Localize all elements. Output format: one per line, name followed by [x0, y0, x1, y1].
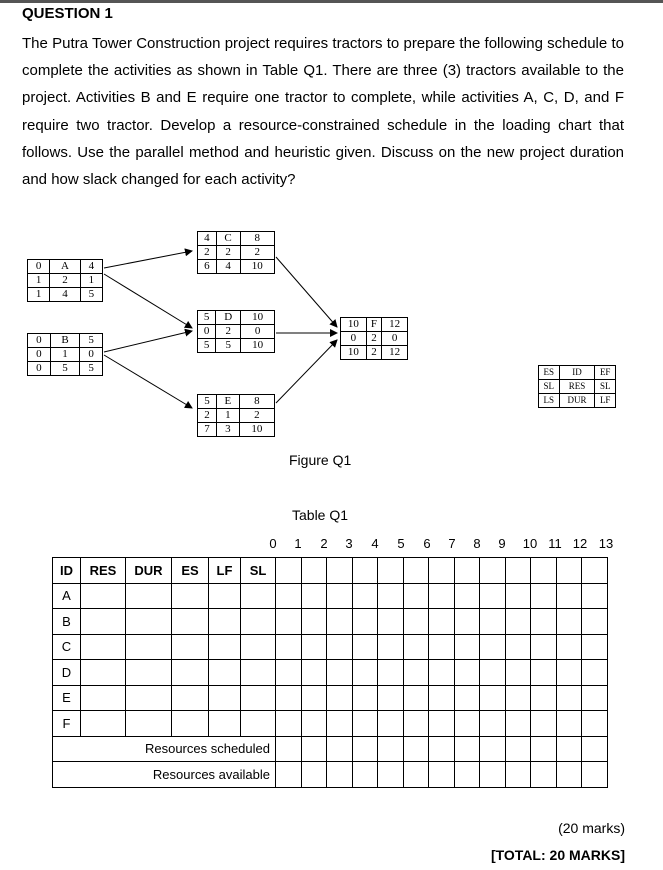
time-cell[interactable]	[327, 711, 353, 737]
legend-lf: LF	[595, 394, 616, 408]
time-cell[interactable]	[531, 762, 557, 788]
time-label: 6	[423, 536, 431, 551]
row-id: D	[53, 660, 81, 686]
resources-available-label: Resources available	[53, 762, 276, 788]
node-ef: 8	[240, 232, 274, 246]
time-cell[interactable]	[378, 711, 404, 737]
time-cell[interactable]	[582, 736, 608, 762]
time-cell[interactable]	[352, 634, 378, 660]
time-cell[interactable]	[582, 609, 608, 635]
time-label: 11	[548, 536, 562, 551]
node-id: D	[216, 311, 241, 325]
node-dur: 4	[50, 288, 81, 302]
node-dur: 4	[216, 260, 240, 274]
input-cell-lf[interactable]	[209, 685, 241, 711]
time-cell[interactable]	[531, 609, 557, 635]
node-ls: 6	[198, 260, 217, 274]
legend-res: RES	[559, 380, 595, 394]
node-ef: 5	[80, 334, 103, 348]
time-cell[interactable]	[352, 558, 378, 584]
header-dur: DUR	[126, 558, 172, 584]
time-label: 9	[498, 536, 506, 551]
time-cell[interactable]	[327, 583, 353, 609]
time-cell[interactable]	[454, 660, 480, 686]
node-es: 0	[28, 260, 50, 274]
time-label: 5	[397, 536, 405, 551]
input-cell-sl[interactable]	[241, 609, 276, 635]
time-cell[interactable]	[505, 609, 531, 635]
time-cell[interactable]	[352, 660, 378, 686]
legend-dur: DUR	[559, 394, 595, 408]
time-cell[interactable]	[454, 583, 480, 609]
time-cell[interactable]	[327, 685, 353, 711]
input-cell-sl[interactable]	[241, 711, 276, 737]
time-cell[interactable]	[556, 583, 582, 609]
loading-chart	[52, 557, 608, 788]
time-cell[interactable]	[378, 634, 404, 660]
time-label: 2	[320, 536, 328, 551]
activity-node-b	[27, 333, 103, 376]
time-label: 3	[345, 536, 353, 551]
time-cell[interactable]	[301, 736, 327, 762]
node-ls: 1	[28, 288, 50, 302]
node-sl: 1	[80, 274, 102, 288]
input-cell-res[interactable]	[81, 634, 126, 660]
node-es: 0	[28, 334, 51, 348]
node-res: 2	[50, 274, 81, 288]
time-cell[interactable]	[480, 634, 506, 660]
input-cell-dur[interactable]	[126, 711, 172, 737]
node-lf: 12	[382, 346, 408, 360]
time-cell[interactable]	[582, 685, 608, 711]
node-ls: 7	[198, 423, 217, 437]
input-cell-es[interactable]	[172, 634, 209, 660]
time-cell[interactable]	[480, 736, 506, 762]
node-dur: 5	[216, 339, 241, 353]
input-cell-es[interactable]	[172, 660, 209, 686]
resources-scheduled-label: Resources scheduled	[53, 736, 276, 762]
time-cell[interactable]	[531, 660, 557, 686]
input-cell-es[interactable]	[172, 609, 209, 635]
input-cell-res[interactable]	[81, 609, 126, 635]
time-cell[interactable]	[505, 583, 531, 609]
node-ef: 4	[80, 260, 102, 274]
time-label: 0	[269, 536, 277, 551]
question-title: QUESTION 1	[22, 5, 113, 22]
input-cell-dur[interactable]	[126, 660, 172, 686]
node-res: 2	[216, 246, 240, 260]
time-cell[interactable]	[352, 583, 378, 609]
time-cell[interactable]	[403, 762, 429, 788]
time-cell[interactable]	[301, 609, 327, 635]
legend-ef: EF	[595, 366, 616, 380]
time-label: 7	[448, 536, 456, 551]
time-cell[interactable]	[556, 762, 582, 788]
node-res: 2	[216, 325, 241, 339]
time-cell[interactable]	[582, 634, 608, 660]
time-cell[interactable]	[505, 558, 531, 584]
legend-id: ID	[559, 366, 595, 380]
node-sl: 0	[198, 325, 216, 339]
time-cell[interactable]	[276, 583, 302, 609]
row-id: E	[53, 685, 81, 711]
node-dur: 5	[50, 362, 79, 376]
time-cell[interactable]	[378, 583, 404, 609]
activity-row	[53, 583, 608, 609]
time-cell[interactable]	[352, 762, 378, 788]
node-id: B	[50, 334, 79, 348]
time-cell[interactable]	[403, 685, 429, 711]
activity-row	[53, 711, 608, 737]
row-id: B	[53, 609, 81, 635]
node-ef: 10	[241, 311, 275, 325]
node-sl: 0	[28, 348, 51, 362]
activity-row	[53, 609, 608, 635]
time-cell[interactable]	[276, 634, 302, 660]
time-cell[interactable]	[276, 558, 302, 584]
row-id: C	[53, 634, 81, 660]
node-es: 5	[198, 395, 217, 409]
time-cell[interactable]	[378, 762, 404, 788]
time-label: 13	[598, 536, 614, 551]
arrow-a-d	[104, 274, 192, 328]
time-cell[interactable]	[505, 685, 531, 711]
node-lf: 10	[240, 260, 274, 274]
time-cell[interactable]	[531, 685, 557, 711]
time-cell[interactable]	[301, 660, 327, 686]
time-cell[interactable]	[454, 558, 480, 584]
figure-caption: Figure Q1	[289, 452, 352, 468]
time-cell[interactable]	[378, 685, 404, 711]
time-cell[interactable]	[378, 558, 404, 584]
time-cell[interactable]	[429, 583, 455, 609]
time-cell[interactable]	[276, 609, 302, 635]
time-cell[interactable]	[276, 762, 302, 788]
time-cell[interactable]	[505, 736, 531, 762]
time-cell[interactable]	[454, 685, 480, 711]
time-cell[interactable]	[301, 558, 327, 584]
time-cell[interactable]	[327, 736, 353, 762]
time-label: 1	[294, 536, 302, 551]
legend-sl: SL	[539, 380, 560, 394]
node-sl: 1	[28, 274, 50, 288]
time-cell[interactable]	[531, 583, 557, 609]
table-caption: Table Q1	[292, 507, 349, 523]
node-res: 2	[366, 332, 381, 346]
time-cell[interactable]	[582, 583, 608, 609]
input-cell-res[interactable]	[81, 685, 126, 711]
time-cell[interactable]	[454, 736, 480, 762]
time-label: 10	[522, 536, 538, 551]
node-lf: 5	[80, 362, 103, 376]
time-label: 12	[572, 536, 588, 551]
resources-scheduled-row	[53, 736, 608, 762]
node-sl: 2	[198, 246, 217, 260]
row-id: F	[53, 711, 81, 737]
chart-header-row	[53, 558, 608, 584]
time-cell[interactable]	[378, 736, 404, 762]
time-cell[interactable]	[403, 634, 429, 660]
legend-sl: SL	[595, 380, 616, 394]
total-marks-label: [TOTAL: 20 MARKS]	[490, 847, 625, 863]
arrow-b-e	[104, 355, 192, 408]
time-cell[interactable]	[556, 736, 582, 762]
time-cell[interactable]	[531, 558, 557, 584]
node-es: 10	[341, 318, 367, 332]
time-cell[interactable]	[454, 609, 480, 635]
activity-row	[53, 685, 608, 711]
header-res: RES	[81, 558, 126, 584]
time-cell[interactable]	[582, 660, 608, 686]
header-es: ES	[172, 558, 209, 584]
input-cell-dur[interactable]	[126, 609, 172, 635]
time-cell[interactable]	[403, 660, 429, 686]
time-cell[interactable]	[556, 609, 582, 635]
input-cell-res[interactable]	[81, 660, 126, 686]
time-cell[interactable]	[505, 762, 531, 788]
header-sl: SL	[241, 558, 276, 584]
time-cell[interactable]	[352, 685, 378, 711]
time-cell[interactable]	[582, 762, 608, 788]
node-sl: 2	[239, 409, 274, 423]
node-id: E	[217, 395, 240, 409]
node-res: 1	[50, 348, 79, 362]
node-sl: 0	[382, 332, 408, 346]
node-lf: 10	[241, 339, 275, 353]
time-cell[interactable]	[276, 660, 302, 686]
time-label: 8	[473, 536, 481, 551]
time-cell[interactable]	[327, 660, 353, 686]
arrow-c-f	[276, 257, 337, 327]
node-ls: 5	[198, 339, 216, 353]
time-cell[interactable]	[352, 736, 378, 762]
time-cell[interactable]	[327, 558, 353, 584]
input-cell-dur[interactable]	[126, 583, 172, 609]
node-sl: 0	[80, 348, 103, 362]
node-sl: 0	[341, 332, 367, 346]
time-cell[interactable]	[531, 711, 557, 737]
node-ef: 12	[382, 318, 408, 332]
time-cell[interactable]	[403, 609, 429, 635]
node-es: 4	[198, 232, 217, 246]
time-cell[interactable]	[556, 634, 582, 660]
activity-node-a	[27, 259, 103, 302]
activity-row	[53, 634, 608, 660]
activity-node-e	[197, 394, 275, 437]
time-cell[interactable]	[480, 685, 506, 711]
node-res: 1	[217, 409, 240, 423]
time-cell[interactable]	[276, 736, 302, 762]
legend-ls: LS	[539, 394, 560, 408]
node-id: A	[50, 260, 81, 274]
header-lf: LF	[209, 558, 241, 584]
node-id: C	[216, 232, 240, 246]
input-cell-lf[interactable]	[209, 711, 241, 737]
input-cell-res[interactable]	[81, 583, 126, 609]
time-cell[interactable]	[429, 685, 455, 711]
input-cell-dur[interactable]	[126, 634, 172, 660]
time-cell[interactable]	[531, 736, 557, 762]
time-cell[interactable]	[480, 660, 506, 686]
node-sl: 2	[198, 409, 217, 423]
time-cell[interactable]	[454, 711, 480, 737]
time-cell[interactable]	[403, 583, 429, 609]
marks-label: (20 marks)	[558, 820, 625, 836]
activity-node-c	[197, 231, 275, 274]
time-cell[interactable]	[403, 558, 429, 584]
node-ef: 8	[239, 395, 274, 409]
input-cell-lf[interactable]	[209, 583, 241, 609]
time-cell[interactable]	[301, 685, 327, 711]
time-cell[interactable]	[403, 736, 429, 762]
node-lf: 10	[239, 423, 274, 437]
time-cell[interactable]	[582, 558, 608, 584]
arrow-b-d	[104, 331, 192, 352]
time-cell[interactable]	[429, 762, 455, 788]
input-cell-sl[interactable]	[241, 634, 276, 660]
time-cell[interactable]	[352, 609, 378, 635]
input-cell-lf[interactable]	[209, 660, 241, 686]
row-id: A	[53, 583, 81, 609]
time-cell[interactable]	[429, 634, 455, 660]
node-sl: 0	[241, 325, 275, 339]
input-cell-sl[interactable]	[241, 660, 276, 686]
loading-chart-body	[53, 558, 608, 788]
time-cell[interactable]	[301, 762, 327, 788]
time-cell[interactable]	[378, 660, 404, 686]
node-legend	[538, 365, 616, 408]
time-cell[interactable]	[480, 558, 506, 584]
node-ls: 10	[341, 346, 367, 360]
node-dur: 3	[217, 423, 240, 437]
input-cell-res[interactable]	[81, 711, 126, 737]
header-id: ID	[53, 558, 81, 584]
input-cell-es[interactable]	[172, 711, 209, 737]
input-cell-lf[interactable]	[209, 634, 241, 660]
arrow-e-f	[276, 340, 337, 403]
node-sl: 2	[240, 246, 274, 260]
time-cell[interactable]	[301, 634, 327, 660]
time-cell[interactable]	[480, 711, 506, 737]
activity-row	[53, 660, 608, 686]
resources-available-row	[53, 762, 608, 788]
time-cell[interactable]	[454, 634, 480, 660]
time-cell[interactable]	[327, 762, 353, 788]
time-cell[interactable]	[505, 660, 531, 686]
question-paragraph: The Putra Tower Construction project requires tractors to prepare the following schedule to complete the activities as shown in Table Q1. There are three (3) tractors available to the project. Activities B and E require one tractor to complete, while activities A, C, D, and F require two tractor. Develop a resource-constrained schedule in the loading chart that follows. Use the parallel method and heuristic given. Discuss on the new project duration and how slack changed for each activity?	[22, 35, 624, 189]
time-cell[interactable]	[480, 609, 506, 635]
arrow-a-c	[104, 251, 192, 268]
time-cell[interactable]	[556, 660, 582, 686]
node-es: 5	[198, 311, 216, 325]
time-cell[interactable]	[429, 660, 455, 686]
time-cell[interactable]	[505, 711, 531, 737]
input-cell-lf[interactable]	[209, 609, 241, 635]
time-cell[interactable]	[480, 762, 506, 788]
time-cell[interactable]	[327, 609, 353, 635]
time-cell[interactable]	[582, 711, 608, 737]
time-cell[interactable]	[505, 634, 531, 660]
time-cell[interactable]	[480, 583, 506, 609]
activity-node-f	[340, 317, 408, 360]
input-cell-es[interactable]	[172, 583, 209, 609]
time-cell[interactable]	[276, 711, 302, 737]
time-cell[interactable]	[352, 711, 378, 737]
node-id: F	[366, 318, 381, 332]
time-cell[interactable]	[378, 609, 404, 635]
node-ls: 0	[28, 362, 51, 376]
time-cell[interactable]	[403, 711, 429, 737]
time-cell[interactable]	[556, 711, 582, 737]
time-cell[interactable]	[429, 711, 455, 737]
activity-node-d	[197, 310, 275, 353]
input-cell-dur[interactable]	[126, 685, 172, 711]
time-cell[interactable]	[327, 634, 353, 660]
time-label: 4	[371, 536, 379, 551]
node-dur: 2	[366, 346, 381, 360]
time-cell[interactable]	[276, 685, 302, 711]
node-lf: 5	[80, 288, 102, 302]
time-cell[interactable]	[531, 634, 557, 660]
legend-es: ES	[539, 366, 560, 380]
time-cell[interactable]	[301, 583, 327, 609]
time-cell[interactable]	[556, 685, 582, 711]
time-cell[interactable]	[454, 762, 480, 788]
input-cell-es[interactable]	[172, 685, 209, 711]
time-cell[interactable]	[429, 736, 455, 762]
time-cell[interactable]	[556, 558, 582, 584]
time-cell[interactable]	[429, 609, 455, 635]
time-cell[interactable]	[301, 711, 327, 737]
input-cell-sl[interactable]	[241, 583, 276, 609]
input-cell-sl[interactable]	[241, 685, 276, 711]
time-cell[interactable]	[429, 558, 455, 584]
